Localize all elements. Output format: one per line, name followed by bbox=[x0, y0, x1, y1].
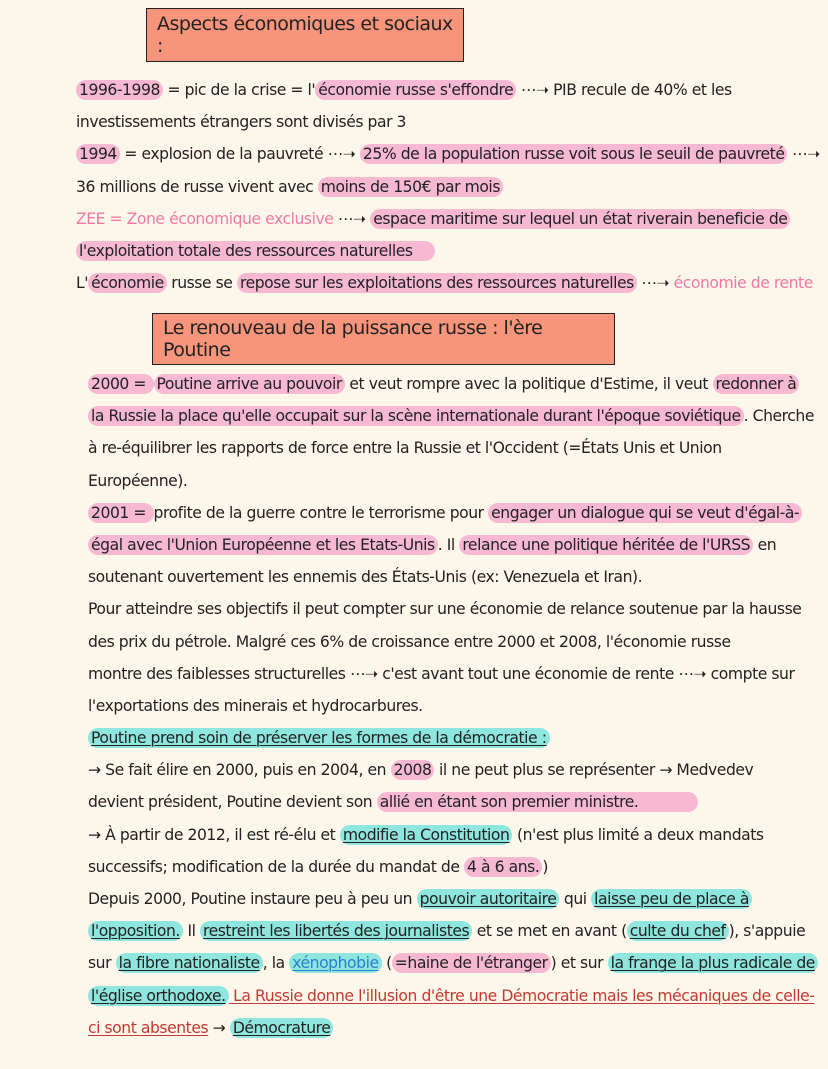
highlight-cyan: la fibre nationaliste bbox=[116, 953, 263, 973]
text-line bbox=[88, 465, 818, 497]
highlight-cyan: la frange la plus radicale de bbox=[608, 953, 818, 973]
highlight-cyan: l'opposition. bbox=[88, 921, 183, 941]
text-line bbox=[76, 106, 820, 138]
highlight: l'exploitation totale des ressources naturelles bbox=[76, 241, 435, 261]
text-line bbox=[88, 690, 818, 722]
text-line bbox=[88, 786, 818, 818]
highlight-cyan: pouvoir autoritaire bbox=[417, 889, 560, 909]
date-highlight: 2000 = bbox=[88, 374, 154, 394]
date-highlight: 1996-1998 bbox=[76, 80, 163, 100]
text-span: ) et sur bbox=[550, 954, 608, 973]
highlight-cyan: modifie la Constitution bbox=[340, 825, 513, 845]
date-highlight: 1994 bbox=[76, 144, 120, 164]
text-line bbox=[88, 432, 818, 464]
highlight: 25% de la population russe voit sous le seuil de pauvreté bbox=[360, 144, 788, 164]
highlight: égal avec l'Union Européenne et les Etats-Unis bbox=[88, 535, 438, 555]
text-span: , la bbox=[262, 954, 290, 973]
text-span: l'exportations des minerais et hydrocarbures. bbox=[88, 696, 423, 715]
text-span: sur bbox=[88, 954, 116, 973]
highlight: allié en étant son premier ministre. bbox=[377, 792, 699, 812]
date-highlight: 2001 = bbox=[88, 503, 154, 523]
text-line bbox=[88, 626, 818, 658]
text-span: Depuis 2000, Poutine instaure peu à peu un bbox=[88, 890, 417, 908]
text-line bbox=[88, 368, 818, 400]
text-span: investissements étrangers sont divisés par 3 bbox=[76, 113, 407, 132]
text-span: ⋯➝ PIB recule de 40% et les bbox=[516, 81, 732, 99]
text-line bbox=[76, 203, 820, 235]
highlight: 2008 bbox=[391, 760, 435, 780]
text-span: Il bbox=[182, 922, 200, 941]
text-span: profite de la guerre contre le terrorisme pour bbox=[153, 503, 489, 522]
section-putin-body bbox=[88, 368, 818, 1044]
section-title-text: Aspects économiques et sociaux : bbox=[157, 13, 453, 57]
text-span: ⋯➝ bbox=[333, 209, 371, 228]
text-line bbox=[88, 658, 818, 690]
term-rent-economy: économie de rente bbox=[673, 274, 813, 293]
text-span: Pour atteindre ses objectifs il peut compter sur une économie de relance soutenue par la hausse bbox=[88, 600, 802, 619]
text-span: 36 millions de russe vivent avec bbox=[76, 177, 318, 196]
text-line bbox=[88, 529, 818, 561]
text-span: montre des faiblesses structurelles ⋯➝ c'est avant tout une économie de rente ⋯➝ compte sur bbox=[88, 664, 795, 683]
highlight: moins de 150€ par mois bbox=[318, 177, 503, 197]
highlight: relance une politique héritée de l'URSS bbox=[459, 535, 753, 555]
text-line bbox=[88, 497, 818, 529]
text-span: = pic de la crise = l' bbox=[162, 81, 316, 99]
section-title-economic bbox=[146, 8, 464, 62]
highlight-cyan: Démocrature bbox=[230, 1018, 334, 1038]
highlight: engager un dialogue qui se veut d'égal-à- bbox=[488, 503, 802, 523]
text-span: russe se bbox=[166, 274, 237, 293]
text-span: en bbox=[753, 535, 777, 554]
highlight: redonner à bbox=[713, 374, 800, 394]
highlight-cyan: l'église orthodoxe. bbox=[88, 986, 229, 1006]
text-span: des prix du pétrole. Malgré ces 6% de croissance entre 2000 et 2008, l'économie russe bbox=[88, 632, 731, 651]
highlight: économie bbox=[88, 273, 167, 293]
text-span: ⋯➝ bbox=[636, 274, 674, 293]
text-span: soutenant ouvertement les ennemis des États-Unis (ex: Venezuela et Iran). bbox=[88, 568, 643, 587]
text-line bbox=[88, 561, 818, 593]
red-text: ci sont absentes bbox=[88, 1018, 209, 1037]
highlight-cyan: laisse peu de place à bbox=[591, 889, 752, 909]
text-line bbox=[88, 851, 818, 883]
text-line bbox=[88, 980, 818, 1012]
text-span: → bbox=[208, 1018, 230, 1037]
text-span: ⋯➝ bbox=[787, 145, 820, 164]
text-span: successifs; modification de la durée du mandat de bbox=[88, 857, 465, 876]
text-span: qui bbox=[559, 890, 592, 908]
text-span: et se met en avant ( bbox=[472, 922, 627, 941]
text-line bbox=[76, 138, 820, 170]
text-span: → Se fait élire en 2000, puis en 2004, en bbox=[88, 761, 391, 780]
text-span: et veut rompre avec la politique d'Estime, il veut bbox=[344, 375, 713, 393]
text-span: → À partir de 2012, il est ré-élu et bbox=[88, 825, 340, 844]
highlight-cyan: culte du chef bbox=[627, 921, 729, 941]
text-line bbox=[76, 74, 820, 106]
highlight: espace maritime sur lequel un état riverain beneficie de bbox=[370, 209, 790, 229]
highlight-cyan: xénophobie bbox=[289, 953, 381, 973]
highlight: Poutine arrive au pouvoir bbox=[154, 374, 345, 394]
text-line bbox=[88, 915, 818, 947]
text-line bbox=[76, 235, 820, 267]
section-title-putin-era bbox=[152, 313, 615, 365]
text-line bbox=[88, 400, 818, 432]
text-line bbox=[88, 722, 818, 754]
text-span: = explosion de la pauvreté ⋯➝ bbox=[119, 145, 360, 164]
highlight: 4 à 6 ans. bbox=[464, 857, 542, 877]
text-span: ( bbox=[381, 954, 392, 973]
text-line bbox=[88, 593, 818, 625]
text-span: L' bbox=[76, 274, 89, 293]
highlight-cyan: Poutine prend soin de préserver les formes de la démocratie : bbox=[88, 728, 550, 748]
text-line bbox=[76, 171, 820, 203]
text-span: ), s'appuie bbox=[728, 922, 806, 941]
red-text: La Russie donne l'illusion d'être une Démocratie mais les mécaniques de celle- bbox=[228, 986, 815, 1005]
text-line bbox=[88, 883, 818, 915]
text-line bbox=[88, 1012, 818, 1044]
section-economic-body bbox=[76, 74, 820, 299]
text-span: Européenne). bbox=[88, 471, 188, 490]
text-line bbox=[76, 267, 820, 299]
text-span: à re-équilibrer les rapports de force entre la Russie et l'Occident (=États Unis et Union bbox=[88, 439, 722, 458]
text-span: devient président, Poutine devient son bbox=[88, 793, 377, 812]
highlight: la Russie la place qu'elle occupait sur la scène internationale durant l'époque soviétique bbox=[88, 406, 744, 426]
text-span: il ne peut plus se représenter → Medvedev bbox=[434, 761, 754, 780]
section-title-text: Le renouveau de la puissance russe : l'ère Poutine bbox=[163, 317, 543, 361]
text-span: (n'est plus limité a deux mandats bbox=[512, 825, 764, 844]
highlight: économie russe s'effondre bbox=[315, 80, 516, 100]
highlight-cyan: restreint les libertés des journalistes bbox=[200, 921, 472, 941]
text-line bbox=[88, 947, 818, 979]
text-span: . Il bbox=[437, 535, 460, 554]
text-line bbox=[88, 819, 818, 851]
term-definition: ZEE = Zone économique exclusive bbox=[76, 209, 334, 228]
highlight: =haine de l'étranger bbox=[392, 953, 551, 973]
highlight: repose sur les exploitations des ressources naturelles bbox=[237, 273, 637, 293]
text-span: ) bbox=[542, 857, 548, 876]
text-line bbox=[88, 754, 818, 786]
text-span: . Cherche bbox=[743, 407, 814, 426]
